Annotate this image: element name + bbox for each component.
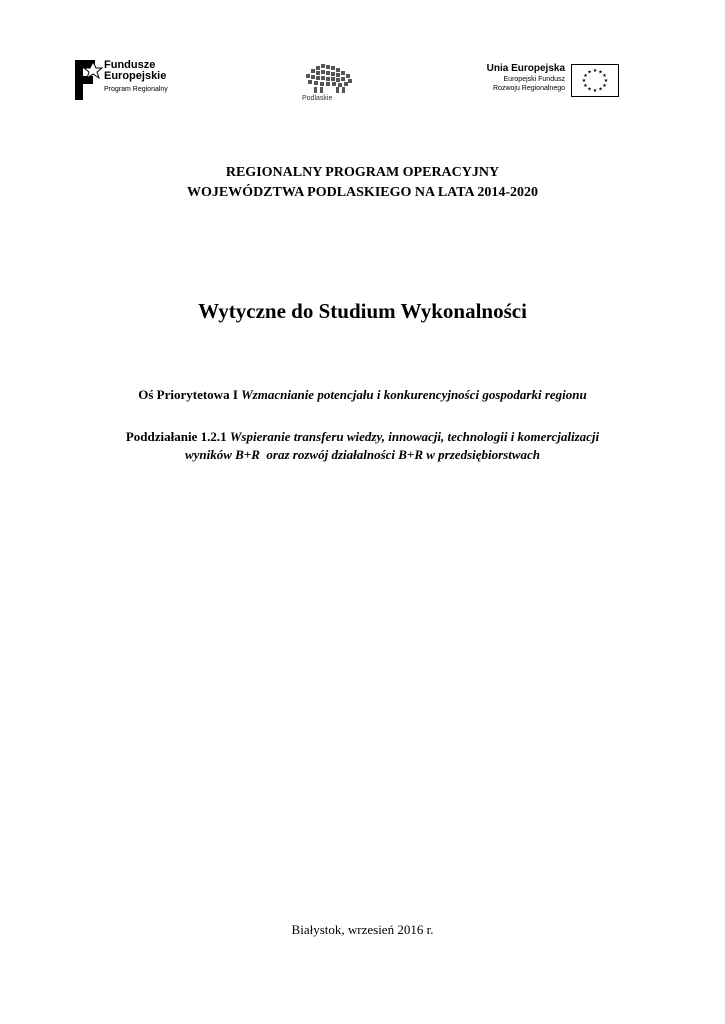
- fundusze-europejskie-logo: [73, 58, 193, 102]
- ue-logo-line3: Rozwoju Regionalnego: [493, 85, 565, 92]
- podlaskie-logo: [296, 62, 356, 106]
- subaction: [0, 428, 725, 464]
- subaction-name-line2: wyników B+R oraz rozwój działalności B+R w przedsiębiorstwach: [184, 447, 541, 462]
- svg-text:★: ★: [587, 69, 592, 76]
- svg-text:★: ★: [598, 86, 603, 93]
- priority-axis: [0, 387, 725, 403]
- subaction-prefix: Poddziałanie 1.2.1: [125, 429, 227, 444]
- program-header: [0, 163, 725, 203]
- svg-text:★: ★: [592, 88, 598, 94]
- fe-logo-line2: Europejskie: [104, 70, 167, 82]
- program-header-line1: REGIONALNY PROGRAM OPERACYJNY: [225, 165, 500, 180]
- priority-axis-name: Wzmacnianie potencjału i konkurencyjności gospodarki regionu: [241, 387, 587, 402]
- bison-icon: [296, 62, 356, 96]
- svg-text:★: ★: [587, 86, 592, 93]
- fe-emblem-icon: [73, 58, 103, 102]
- ue-logo-line2: Europejski Fundusz: [503, 76, 565, 83]
- program-header-line2: WOJEWÓDZTWA PODLASKIEGO NA LATA 2014-2020: [186, 185, 539, 200]
- svg-text:★: ★: [581, 78, 587, 84]
- priority-axis-prefix: Oś Priorytetowa I: [138, 387, 238, 402]
- fe-logo-line1: Fundusze: [104, 59, 156, 71]
- svg-text:★: ★: [592, 68, 598, 74]
- place-date: Białystok, wrzesień 2016 r.: [291, 922, 434, 937]
- svg-text:★: ★: [598, 69, 603, 76]
- svg-text:★: ★: [602, 83, 607, 89]
- unia-europejska-logo: [482, 63, 622, 99]
- svg-text:★: ★: [602, 73, 607, 79]
- svg-text:★: ★: [583, 83, 588, 89]
- ue-logo-line1: Unia Europejska: [486, 63, 565, 74]
- svg-text:★: ★: [603, 78, 609, 84]
- document-title: Wytyczne do Studium Wykonalności: [198, 299, 527, 323]
- fe-logo-line3: Program Regionalny: [104, 86, 168, 93]
- eu-flag-icon: [571, 64, 619, 97]
- podlaskie-label: Podlaskie: [302, 95, 333, 102]
- subaction-name-line1: Wspieranie transferu wiedzy, innowacji, technologii i komercjalizacji: [229, 429, 600, 444]
- svg-text:★: ★: [583, 73, 588, 79]
